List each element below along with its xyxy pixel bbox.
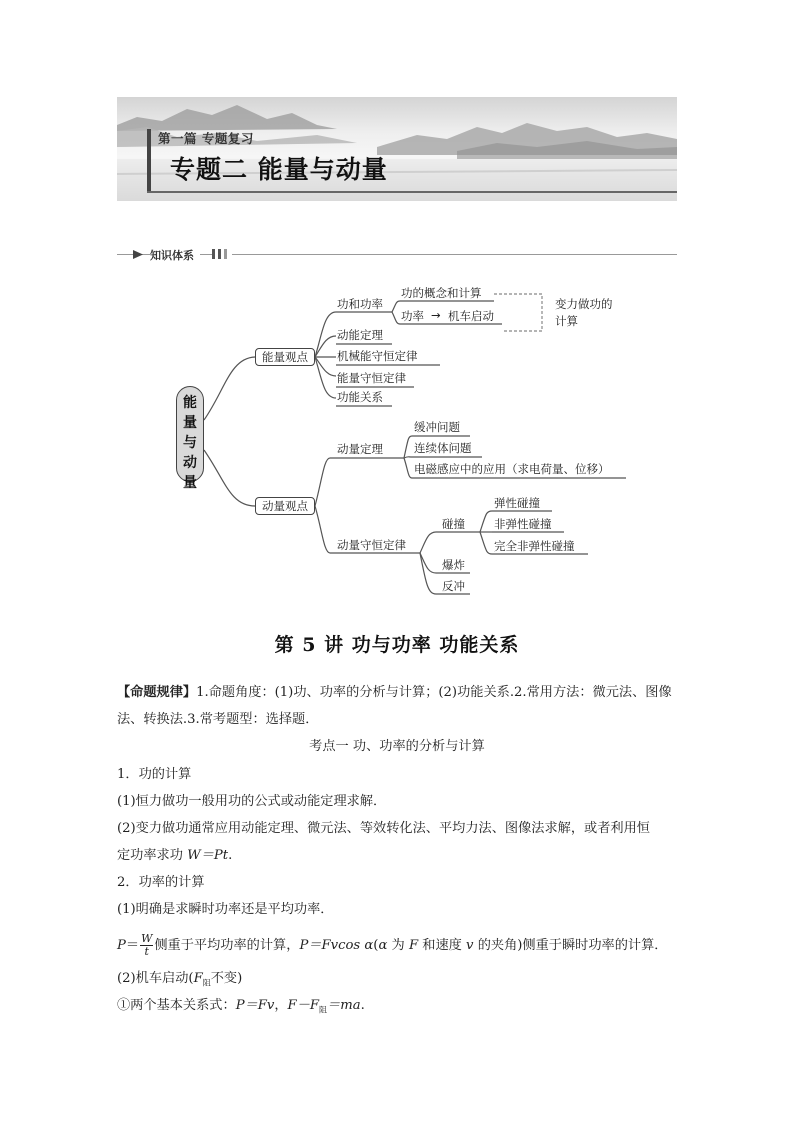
rule-label: 【命题规律】 (117, 685, 197, 700)
formula-ma: ＝ma (327, 998, 361, 1013)
subscript-resistance: 阻 (319, 1005, 328, 1015)
fraction-denominator: t (144, 945, 149, 958)
text-span: 不变) (210, 971, 243, 986)
paragraph-power-formulas (117, 933, 677, 958)
node-collision: 碰撞 (442, 517, 465, 531)
banner-title: 专题二 能量与动量 (170, 155, 388, 184)
node-em-induction: 电磁感应中的应用（求电荷量、位移） (414, 462, 610, 476)
node-kinetic-theorem: 动能定理 (337, 328, 383, 342)
node-buffer: 缓冲问题 (414, 420, 460, 434)
node-variable-force-work: 变力做功的计算 (555, 297, 613, 328)
node-work-power: 功和功率 (337, 297, 383, 311)
mindmap-root (176, 386, 204, 491)
text-span: 侧重于平均功率的计算， (154, 938, 300, 953)
arrow-right-icon: → (431, 308, 441, 322)
paragraph-instant-average: (1)明确是求瞬时功率还是平均功率． (117, 902, 334, 917)
text-span: ( (373, 938, 379, 953)
node-explosion: 爆炸 (442, 558, 465, 572)
node-perfectly-inelastic-collision: 完全非弹性碰撞 (494, 539, 575, 553)
mindmap-root-label: 能 量 与 动 量 (183, 395, 197, 491)
formula-w-pt: W＝Pt (187, 848, 229, 863)
text-span: . (228, 848, 233, 863)
paragraph-basic-relations (117, 996, 677, 1021)
heading-power-calculation: 2．功率的计算 (117, 875, 205, 890)
paragraph-constant-power (117, 846, 677, 866)
formula-eq: ＝ (125, 938, 140, 953)
subscript-resistance: 阻 (202, 978, 211, 988)
node-work-energy-relation: 功能关系 (337, 390, 383, 404)
heading-work-calculation: 1．功的计算 (117, 767, 192, 782)
node-vehicle-start: 机车启动 (448, 309, 494, 323)
kaodian-heading: 考点一 功、功率的分析与计算 (309, 739, 485, 754)
rule-text: 1.命题角度：(1)功、功率的分析与计算；(2)功能关系.2.常用方法：微元法、图像 (196, 685, 672, 700)
symbol-f: F (193, 971, 203, 986)
banner-subtitle: 第一篇 专题复习 (158, 131, 254, 146)
paragraph-vehicle-start (117, 969, 677, 994)
node-continuum: 连续体问题 (414, 441, 472, 455)
formula-p: P (117, 938, 126, 953)
symbol-v: v (466, 938, 474, 953)
node-mech-energy-conservation: 机械能守恒定律 (337, 349, 418, 363)
text-span: ①两个基本关系式： (117, 998, 236, 1013)
energy-view-node: 能量观点 (255, 348, 315, 366)
text-span: (2)机车启动( (117, 971, 194, 986)
node-inelastic-collision: 非弹性碰撞 (494, 517, 552, 531)
rule-paragraph (117, 683, 677, 703)
symbol-alpha: α (378, 938, 388, 953)
formula-f-minus: F－F (287, 998, 320, 1013)
fraction-w-over-t (140, 933, 153, 958)
node-elastic-collision: 弹性碰撞 (494, 496, 540, 510)
fraction-numerator: W (141, 932, 153, 945)
formula-fvcos: P＝Fvcos α (299, 938, 374, 953)
text-span: 定功率求功 (117, 848, 188, 863)
node-recoil: 反冲 (442, 579, 465, 593)
rule-text-line2: 法、转换法.3.常考题型：选择题． (117, 712, 319, 727)
node-momentum-theorem: 动量定理 (337, 442, 383, 456)
momentum-view-node: 动量观点 (255, 497, 315, 515)
node-work-concept: 功的概念和计算 (401, 286, 482, 300)
text-span: 和速度 (418, 938, 467, 953)
symbol-f: F (408, 938, 419, 953)
node-power: 功率 (401, 309, 424, 323)
node-momentum-conservation: 动量守恒定律 (337, 538, 406, 552)
section-label: 知识体系 (150, 247, 200, 263)
paragraph-constant-force: (1)恒力做功一般用功的公式或动能定理求解． (117, 794, 387, 809)
text-span: ， (274, 998, 288, 1013)
text-span: . (360, 998, 365, 1013)
node-energy-conservation: 能量守恒定律 (337, 371, 406, 385)
lecture-title: 第 5 讲 功与功率 功能关系 (274, 634, 520, 656)
text-span: 为 (387, 938, 409, 953)
formula-p-fv: P＝Fv (235, 998, 275, 1013)
paragraph-variable-force: (2)变力做功通常应用动能定理、微元法、等效转化法、平均力法、图像法求解，或者利用恒 (117, 821, 650, 836)
text-span: 的夹角)侧重于瞬时功率的计算． (473, 938, 668, 953)
